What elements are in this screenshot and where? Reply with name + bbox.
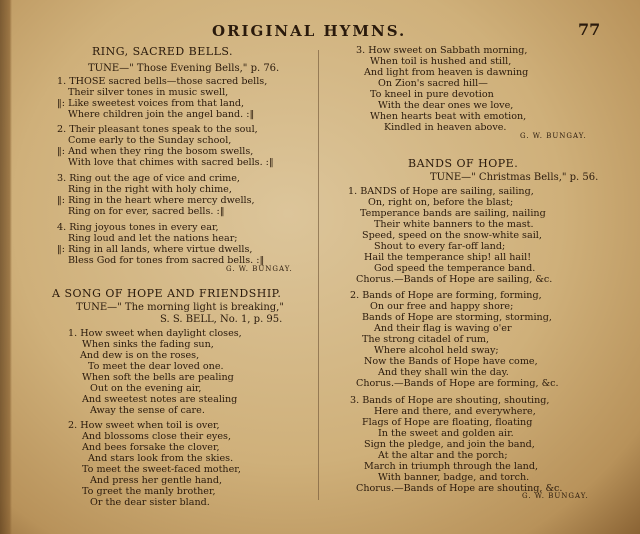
verse-line: Flags of Hope are floating, floating: [362, 417, 533, 428]
verse-line: And they shall win the day.: [378, 367, 509, 378]
verse-line: The strong citadel of rum,: [362, 334, 490, 345]
tune-line: TUNE—" The morning light is breaking,": [76, 302, 284, 313]
verse-line: Ring in the right with holy chime,: [68, 184, 232, 195]
verse-line: ‖: And when they ring the bosom swells,: [57, 146, 254, 157]
verse-line: 3. How sweet on Sabbath morning,: [356, 45, 528, 56]
verse-line: With love that chimes with sacred bells. :‖: [68, 157, 274, 168]
verse-line: On our free and happy shore;: [370, 301, 514, 312]
verse-line: Their white banners to the mast.: [374, 219, 534, 230]
tune-line: TUNE—" Christmas Bells," p. 56.: [430, 172, 599, 183]
verse-line: Where children join the angel band. :‖: [68, 109, 255, 120]
tune-line: TUNE—" Those Evening Bells," p. 76.: [88, 63, 280, 74]
verse-line: 1. BANDS of Hope are sailing, sailing,: [348, 186, 534, 197]
verse-line: 3. Ring out the age of vice and crime,: [57, 173, 240, 184]
verse-line: Ring loud and let the nations hear;: [68, 233, 238, 244]
verse-line: Here and there, and everywhere,: [374, 406, 536, 417]
verse-line: Chorus.—Bands of Hope are shouting, &c.: [356, 483, 563, 494]
hymn-title: A SONG OF HOPE AND FRIENDSHIP.: [52, 287, 282, 300]
verse-line: 3. Bands of Hope are shouting, shouting,: [350, 395, 550, 406]
verse-line: And bees forsake the clover,: [82, 442, 220, 453]
verse-line: Where alcohol held sway;: [374, 345, 499, 356]
verse-line: And dew is on the roses,: [80, 350, 200, 361]
verse-line: When hearts beat with emotion,: [370, 111, 527, 122]
verse-line: Shout to every far-off land;: [374, 241, 506, 252]
verse-line: 1. How sweet when daylight closes,: [68, 328, 242, 339]
verse-line: 4. Ring joyous tones in every ear,: [57, 222, 219, 233]
verse-line: When sinks the fading sun,: [82, 339, 214, 350]
verse-line: When soft the bells are pealing: [82, 372, 234, 383]
author-signature: G. W. BUNGAY.: [226, 265, 293, 273]
verse-line: Sign the pledge, and join the band,: [364, 439, 535, 450]
verse-line: On Zion's sacred hill—: [378, 78, 488, 89]
tune-line: S. S. BELL, No. 1, p. 95.: [160, 314, 283, 325]
verse-line: ‖: Like sweetest voices from that land,: [57, 98, 245, 109]
page-number: 77: [578, 20, 601, 39]
verse-line: And press her gentle hand,: [90, 475, 223, 486]
verse-line: Their silver tones in music swell,: [68, 87, 229, 98]
verse-line: On, right on, before the blast;: [368, 197, 514, 208]
verse-line: 2. Their pleasant tones speak to the soul,: [57, 124, 258, 135]
verse-line: Chorus.—Bands of Hope are forming, &c.: [356, 378, 559, 389]
verse-line: 1. THOSE sacred bells—those sacred bells,: [57, 76, 268, 87]
verse-line: With banner, badge, and torch.: [378, 472, 530, 483]
verse-line: And stars look from the skies.: [88, 453, 234, 464]
page-edge-shadow: [0, 0, 12, 534]
verse-line: Kindled in heaven above.: [384, 122, 507, 133]
verse-line: In the sweet and golden air.: [378, 428, 514, 439]
verse-line: Ring on for ever, sacred bells. :‖: [68, 206, 225, 217]
verse-line: Or the dear sister bland.: [90, 497, 210, 508]
hymn-title: BANDS OF HOPE.: [408, 157, 519, 170]
verse-line: Come early to the Sunday school,: [68, 135, 232, 146]
verse-line: And blossoms close their eyes,: [82, 431, 232, 442]
verse-line: At the altar and the porch;: [378, 450, 508, 461]
verse-line: And light from heaven is dawning: [364, 67, 529, 78]
verse-line: ‖: Ring in the heart where mercy dwells,: [57, 195, 255, 206]
verse-line: And their flag is waving o'er: [374, 323, 512, 334]
author-signature: G. W. BUNGAY.: [520, 132, 587, 140]
verse-line: 2. Bands of Hope are forming, forming,: [350, 290, 542, 301]
verse-line: To kneel in pure devotion: [370, 89, 494, 100]
hymn-title: RING, SACRED BELLS.: [92, 45, 234, 58]
verse-line: To meet the dear loved one.: [88, 361, 224, 372]
verse-line: 2. How sweet when toil is over,: [68, 420, 220, 431]
verse-line: When toil is hushed and still,: [370, 56, 512, 67]
author-signature: G. W. BUNGAY.: [522, 492, 589, 500]
verse-line: God speed the temperance band.: [374, 263, 536, 274]
verse-line: March in triumph through the land,: [364, 461, 539, 472]
verse-line: To meet the sweet-faced mother,: [82, 464, 241, 475]
verse-line: Speed, speed on the snow-white sail,: [362, 230, 542, 241]
verse-line: To greet the manly brother,: [82, 486, 216, 497]
verse-line: Bless God for tones from sacred bells. :‖: [68, 255, 265, 266]
verse-line: ‖: Ring in all lands, where virtue dwells,: [57, 244, 253, 255]
verse-line: Out on the evening air,: [90, 383, 202, 394]
page-title: ORIGINAL HYMNS.: [212, 22, 407, 40]
verse-line: Hail the temperance ship! all hail!: [364, 252, 532, 263]
verse-line: Temperance bands are sailing, nailing: [360, 208, 546, 219]
column-divider: [318, 50, 319, 500]
verse-line: Now the Bands of Hope have come,: [364, 356, 538, 367]
verse-line: And sweetest notes are stealing: [82, 394, 238, 405]
verse-line: Away the sense of care.: [90, 405, 205, 416]
verse-line: Bands of Hope are storming, storming,: [362, 312, 552, 323]
verse-line: With the dear ones we love,: [378, 100, 514, 111]
verse-line: Chorus.—Bands of Hope are sailing, &c.: [356, 274, 553, 285]
